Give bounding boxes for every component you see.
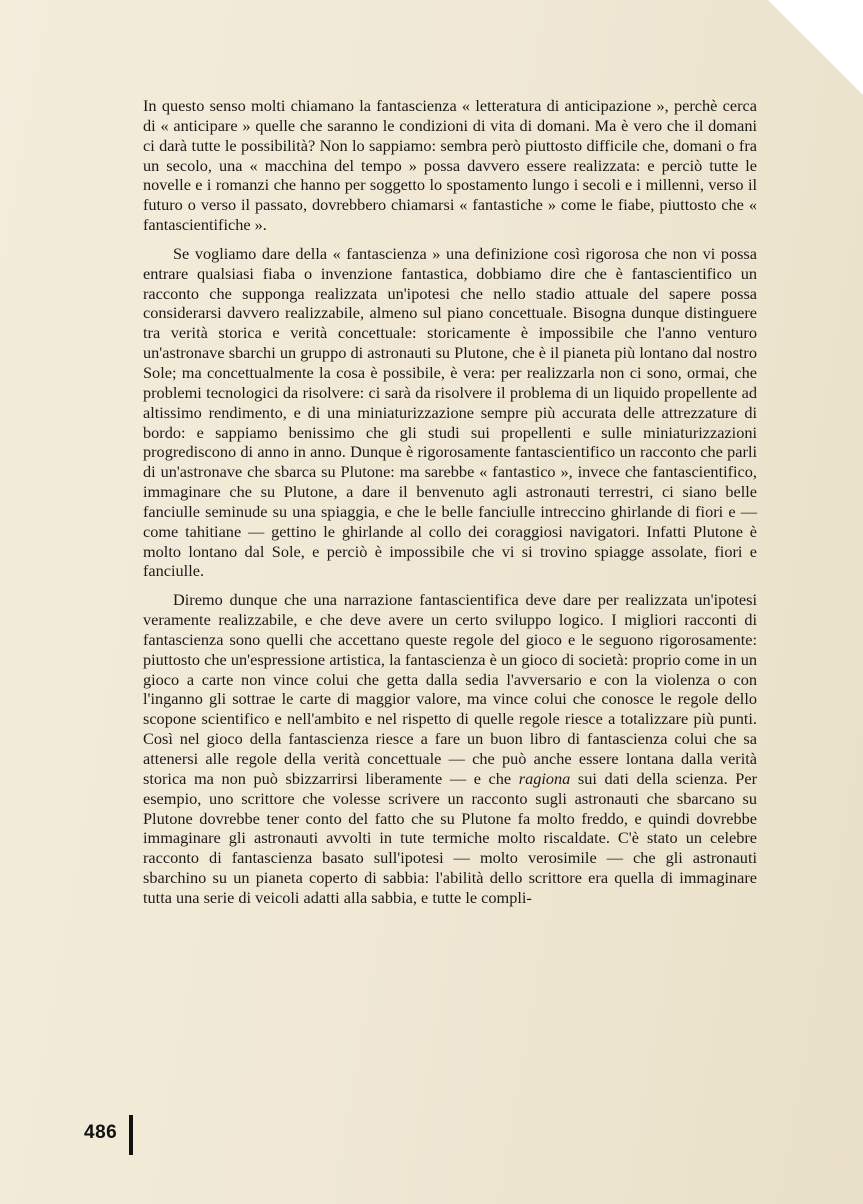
paragraph-3-start: Diremo dunque che una narrazione fantascientifica deve dare per realizzata un'ipotesi veramente realizzabile, e che deve avere un certo sviluppo logico. I migliori racconti di fantascienza sono quelli che accettano queste regole del gioco e le seguono rigorosamente: piuttosto che un'espressione artistica, la fantascienza è un gioco di società: proprio come in un gioco a carte non vince colui che getta dalla sedia l'avversario e con la violenza o con l'inganno gli sottrae le carte di maggior valore, ma vince colui che conosce le regole dello scopone scientifico e nell'ambito e nel rispetto di quelle regole riesce a totalizzare più punti. Così nel gioco della fantascienza riesce a fare un buon libro di fantascienza colui che sa attenersi alle regole della verità concettuale — che può anche essere lontana dalla verità storica ma non può sbizzarrirsi liberamente — e che bbox=[143, 590, 757, 788]
paragraph-3 bbox=[143, 590, 757, 908]
paragraph-1: In questo senso molti chiamano la fantascienza « letteratura di anticipazione », perchè cerca di « anticipare » quelle che saranno le condizioni di vita di domani. Ma è vero che il domani ci darà tutte le possibilità? Non lo sappiamo: sembra però piuttosto difficile che, domani o fra un secolo, una « macchina del tempo » possa davvero essere realizzata: e perciò tutte le novelle e i romanzi che hanno per soggetto lo spostamento lungo i secoli e i millenni, verso il futuro o verso il passato, dovrebbero chiamarsi « fantastiche » come le fiabe, piuttosto che « fantascientifiche ». bbox=[143, 96, 757, 235]
page-number-rule bbox=[129, 1115, 133, 1155]
body-text bbox=[143, 96, 757, 917]
paragraph-3-end: sui dati della scienza. Per esempio, uno scrittore che volesse scrivere un racconto sugli astronauti che sbarcano su Plutone dovrebbe tener conto del fatto che su Plutone fa molto freddo, e quindi dovrebbe immaginare gli astronauti avvolti in tute termiche molto riscaldate. C'è stato un celebre racconto di fantascienza basato sull'ipotesi — molto verosimile — che gli astronauti sbarchino su un pianeta coperto di sabbia: l'abilità dello scrittore era quella di immaginare tutta una serie di veicoli adatti alla sabbia, e tutte le compli- bbox=[143, 768, 758, 907]
paragraph-2: Se vogliamo dare della « fantascienza » una definizione così rigorosa che non vi possa entrare qualsiasi fiaba o invenzione fantastica, dobbiamo dire che è fantascientifico un racconto che supponga realizzata un'ipotesi che nello stadio attuale del sapere possa considerarsi davvero realizzabile, almeno sul piano concettuale. Bisogna dunque distinguere tra verità storica e verità concettuale: storicamente è impossibile che l'anno venturo un'astronave sbarchi un gruppo di astronauti su Plutone, che è il pianeta più lontano dal nostro Sole; ma concettualmente la cosa è possibile, è vera: per realizzarla non ci sono, ormai, che problemi tecnologici da risolvere: ci sarà da risolvere il problema di un liquido propellente ad altissimo rendimento, e di una miniaturizzazione sempre più accurata delle attrezzature di bordo: e sappiamo benissimo che gli studi sui propellenti e sulle miniaturizzazioni progrediscono di anno in anno. Dunque è rigorosamente fantascientifico un racconto che parli di un'astronave che sbarca su Plutone: ma sarebbe « fantastico », invece che fantascientifico, immaginare che su Plutone, a dare il benvenuto agli astronauti terrestri, ci siano belle fanciulle seminude su una spiaggia, e che le belle fanciulle intreccino ghirlande di fiori e — come tahitiane — gettino le ghirlande al collo dei coraggiosi navigatori. Infatti Plutone è molto lontano dal Sole, e perciò è impossibile che vi si trovino spiagge assolate, fiori e fanciulle. bbox=[143, 243, 757, 581]
torn-corner bbox=[768, 0, 863, 95]
italic-word: ragiona bbox=[518, 768, 571, 788]
page-number: 486 bbox=[84, 1122, 118, 1143]
